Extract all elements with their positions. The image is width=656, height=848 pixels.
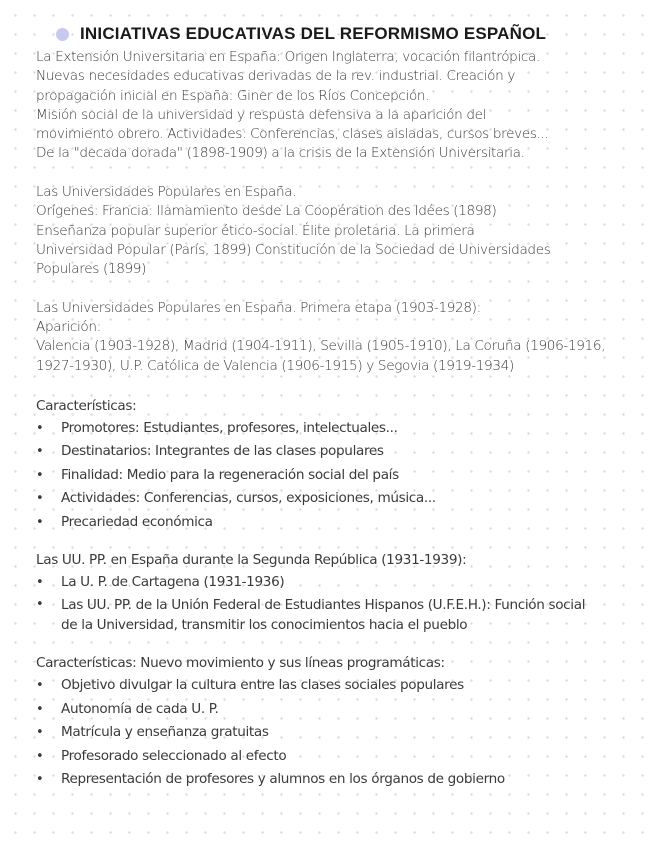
section-heading: Las UU. PP. en España durante la Segunda República (1931-1939): [36,552,467,569]
bullet-icon: • [36,421,44,437]
bullet-dot-icon [56,28,69,41]
list-item [36,674,626,697]
list-item-text: Profesorado seleccionado al efecto [61,747,287,764]
list-item [36,464,626,487]
spacer [36,637,626,652]
bullet-icon: • [36,575,44,591]
section-heading: Características: Nuevo movimiento y sus líneas programáticas: [36,655,445,672]
paragraph-line: Orígenes: Francia: llamamiento desde La Coopération des Idées (1898) [36,203,497,220]
spacer [36,279,626,298]
bullet-icon: • [36,491,44,507]
bullet-icon: • [36,444,44,460]
paragraph-line: Valencia (1903-1928), Madrid (1904-1911), Sevilla (1905-1910), La Coruña (1906-1916, [36,338,606,355]
paragraph-line: Universidad Popular (París, 1899) Constitución de la Sociedad de Universidades [36,241,551,258]
list-item [36,571,626,594]
section-lineas-programaticas [36,652,626,791]
list-item-text: Las UU. PP. de la Unión Federal de Estudiantes Hispanos (U.F.E.H.): Función social de la Universidad, transmitir los conocimientos hacia el pueblo [61,597,586,634]
paragraph-line: Misión social de la universidad y respusta defensiva a la aparición del [36,106,487,123]
list-item-text: Precariedad económica [61,513,213,530]
list-item [36,721,626,744]
page-title: INICIATIVAS EDUCATIVAS DEL REFORMISMO ESPAÑOL [80,24,547,43]
bullet-icon: • [36,597,44,613]
list-item [36,440,626,463]
list-item-text: Destinatarios: Integrantes de las clases populares [61,443,384,460]
spacer [36,164,626,183]
bullet-icon: • [36,725,44,741]
bullet-icon: • [36,772,44,788]
list-item [36,698,626,721]
paragraph-line: Enseñanza popular superior ético-social. Élite proletaria. La primera [36,222,475,239]
section-segunda-republica [36,549,626,635]
paragraph-line: 1927-1930), U.P. Católica de Valencia (1906-1915) y Segovia (1919-1934) [36,357,514,374]
section-extension-universitaria [36,48,626,164]
list-item-text: Matrícula y enseñanza gratuitas [61,724,269,741]
paragraph-line: La Extensión Universitaria en España: Origen Inglaterra, vocación filantrópica. [36,49,540,65]
list-item-text: Finalidad: Medio para la regeneración social del país [61,466,399,483]
bullet-icon: • [36,701,44,717]
paragraph-line: Las Universidades Populares en España. Primera etapa (1903-1928): [36,299,481,316]
list-item-text: Promotores: Estudiantes, profesores, intelectuales... [61,420,398,437]
paragraph-line: movimiento obrero. Actividades: Conferencias, clases aisladas, cursos breves... [36,126,549,143]
paragraph-line: Las Universidades Populares en España. [36,183,297,200]
paragraph-line: propagación inicial en España: Giner de los Ríos Concepción. [36,87,430,104]
list-item-text: Actividades: Conferencias, cursos, exposiciones, música... [61,490,436,507]
spacer [36,376,626,395]
bullet-icon: • [36,467,44,483]
list-item-text: Autonomía de cada U. P. [61,700,219,717]
spacer [36,534,626,549]
list-item-text: Objetivo divulgar la cultura entre las clases sociales populares [61,677,464,694]
paragraph-line: Aparición: [36,318,101,335]
list-item [36,745,626,768]
section-universidades-populares-origenes [36,183,626,279]
list-item-text: La U. P. de Cartagena (1931-1936) [61,574,285,591]
list-item [36,511,626,534]
bullet-icon: • [36,514,44,530]
notes-page [36,20,626,791]
list-item [36,487,626,510]
list-item-text: Representación de profesores y alumnos en los órganos de gobierno [61,771,505,788]
bullet-icon: • [36,748,44,764]
section-caracteristicas [36,395,626,534]
list-item [36,417,626,440]
section-heading: Características: [36,398,137,415]
list-item [36,768,626,791]
list-item [36,595,626,635]
title-row [56,20,626,48]
bullet-icon: • [36,678,44,694]
paragraph-line: Nuevas necesidades educativas derivadas de la rev. industrial. Creación y [36,68,516,85]
paragraph-line: Populares (1899) [36,261,147,278]
paragraph-line: De la "decada dorada" (1898-1909) a la crisis de la Extensión Universitaria. [36,145,525,162]
section-primera-etapa [36,299,626,376]
